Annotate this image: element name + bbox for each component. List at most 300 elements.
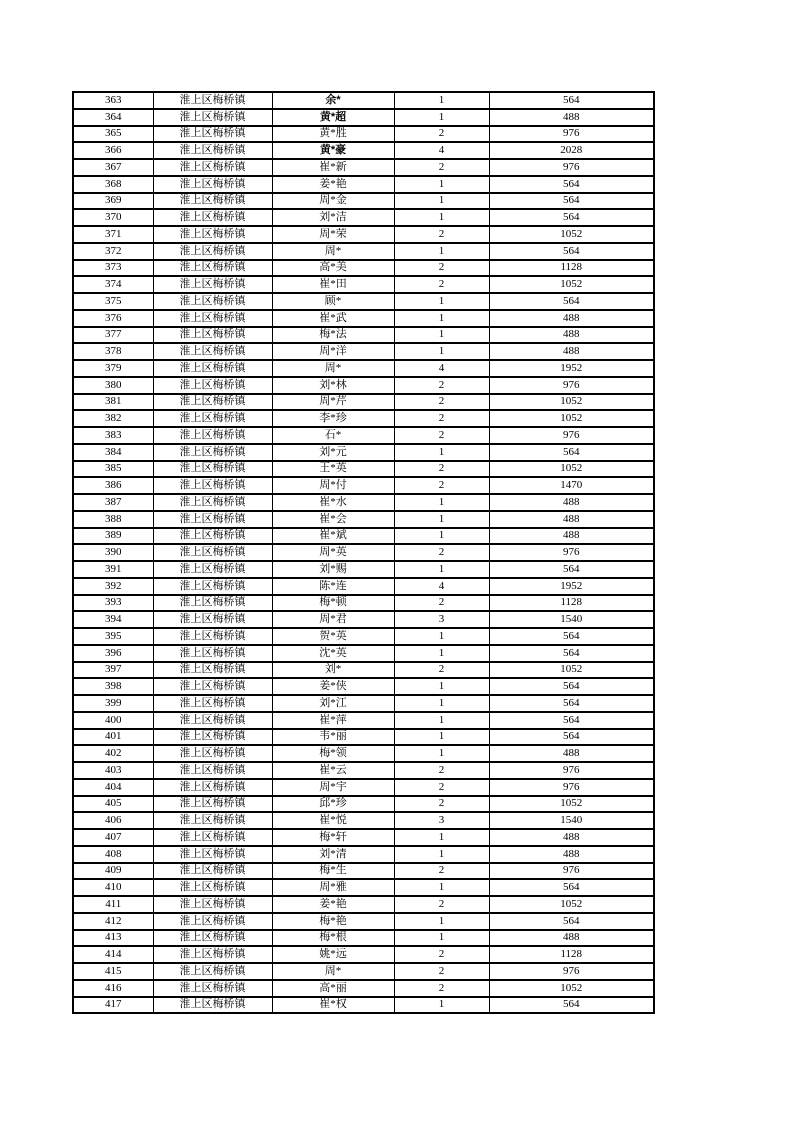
serial-number-cell: 369: [73, 193, 153, 210]
count-cell: 2: [394, 980, 489, 997]
table-row: [73, 377, 654, 394]
table-row: [73, 444, 654, 461]
table-row: [73, 511, 654, 528]
amount-cell: 2028: [489, 142, 654, 159]
person-name-cell: 黄*超: [272, 109, 394, 126]
town-cell: 淮上区梅桥镇: [153, 377, 272, 394]
person-name-cell: 邱*珍: [272, 796, 394, 813]
person-name-cell: 梅*生: [272, 863, 394, 880]
count-cell: 1: [394, 879, 489, 896]
amount-cell: 976: [489, 779, 654, 796]
count-cell: 2: [394, 394, 489, 411]
town-cell: 淮上区梅桥镇: [153, 176, 272, 193]
amount-cell: 488: [489, 846, 654, 863]
amount-cell: 488: [489, 528, 654, 545]
amount-cell: 1052: [489, 410, 654, 427]
person-name-cell: 周*付: [272, 477, 394, 494]
person-name-cell: 余*: [272, 92, 394, 109]
person-name-cell: 周*洋: [272, 343, 394, 360]
count-cell: 1: [394, 846, 489, 863]
count-cell: 1: [394, 193, 489, 210]
table-row: [73, 561, 654, 578]
town-cell: 淮上区梅桥镇: [153, 662, 272, 679]
count-cell: 2: [394, 159, 489, 176]
amount-cell: 976: [489, 963, 654, 980]
town-cell: 淮上区梅桥镇: [153, 209, 272, 226]
table-row: [73, 477, 654, 494]
amount-cell: 564: [489, 92, 654, 109]
town-cell: 淮上区梅桥镇: [153, 963, 272, 980]
amount-cell: 488: [489, 343, 654, 360]
amount-cell: 564: [489, 561, 654, 578]
serial-number-cell: 376: [73, 310, 153, 327]
amount-cell: 976: [489, 427, 654, 444]
count-cell: 1: [394, 444, 489, 461]
serial-number-cell: 387: [73, 494, 153, 511]
person-name-cell: 李*珍: [272, 410, 394, 427]
count-cell: 2: [394, 260, 489, 277]
town-cell: 淮上区梅桥镇: [153, 327, 272, 344]
table-row: [73, 695, 654, 712]
count-cell: 1: [394, 678, 489, 695]
town-cell: 淮上区梅桥镇: [153, 980, 272, 997]
amount-cell: 1128: [489, 946, 654, 963]
amount-cell: 976: [489, 863, 654, 880]
serial-number-cell: 400: [73, 712, 153, 729]
serial-number-cell: 381: [73, 394, 153, 411]
count-cell: 2: [394, 762, 489, 779]
serial-number-cell: 407: [73, 829, 153, 846]
table-row: [73, 729, 654, 746]
amount-cell: 1052: [489, 796, 654, 813]
amount-cell: 564: [489, 879, 654, 896]
town-cell: 淮上区梅桥镇: [153, 427, 272, 444]
count-cell: 2: [394, 863, 489, 880]
table-row: [73, 796, 654, 813]
count-cell: 1: [394, 310, 489, 327]
table-row: [73, 611, 654, 628]
person-name-cell: 周*君: [272, 611, 394, 628]
serial-number-cell: 386: [73, 477, 153, 494]
town-cell: 淮上区梅桥镇: [153, 193, 272, 210]
town-cell: 淮上区梅桥镇: [153, 461, 272, 478]
serial-number-cell: 371: [73, 226, 153, 243]
person-name-cell: 崔*田: [272, 276, 394, 293]
serial-number-cell: 399: [73, 695, 153, 712]
serial-number-cell: 402: [73, 745, 153, 762]
count-cell: 4: [394, 142, 489, 159]
town-cell: 淮上区梅桥镇: [153, 796, 272, 813]
person-name-cell: 刘*清: [272, 846, 394, 863]
town-cell: 淮上区梅桥镇: [153, 159, 272, 176]
amount-cell: 488: [489, 930, 654, 947]
person-name-cell: 沈*英: [272, 645, 394, 662]
amount-cell: 976: [489, 544, 654, 561]
table-row: [73, 595, 654, 612]
table-row: [73, 930, 654, 947]
amount-cell: 976: [489, 762, 654, 779]
table-row: [73, 176, 654, 193]
town-cell: 淮上区梅桥镇: [153, 494, 272, 511]
amount-cell: 564: [489, 678, 654, 695]
town-cell: 淮上区梅桥镇: [153, 678, 272, 695]
table-row: [73, 628, 654, 645]
town-cell: 淮上区梅桥镇: [153, 695, 272, 712]
amount-cell: 976: [489, 377, 654, 394]
amount-cell: 488: [489, 109, 654, 126]
amount-cell: 488: [489, 494, 654, 511]
table-row: [73, 343, 654, 360]
serial-number-cell: 398: [73, 678, 153, 695]
serial-number-cell: 373: [73, 260, 153, 277]
serial-number-cell: 378: [73, 343, 153, 360]
serial-number-cell: 384: [73, 444, 153, 461]
person-name-cell: 周*荣: [272, 226, 394, 243]
amount-cell: 488: [489, 310, 654, 327]
count-cell: 1: [394, 645, 489, 662]
town-cell: 淮上区梅桥镇: [153, 863, 272, 880]
town-cell: 淮上区梅桥镇: [153, 829, 272, 846]
table-row: [73, 260, 654, 277]
person-name-cell: 崔*水: [272, 494, 394, 511]
count-cell: 2: [394, 126, 489, 143]
town-cell: 淮上区梅桥镇: [153, 997, 272, 1014]
serial-number-cell: 416: [73, 980, 153, 997]
person-name-cell: 崔*斌: [272, 528, 394, 545]
person-name-cell: 周*金: [272, 193, 394, 210]
count-cell: 1: [394, 343, 489, 360]
person-name-cell: 王*英: [272, 461, 394, 478]
serial-number-cell: 385: [73, 461, 153, 478]
count-cell: 2: [394, 276, 489, 293]
town-cell: 淮上区梅桥镇: [153, 896, 272, 913]
count-cell: 1: [394, 327, 489, 344]
count-cell: 3: [394, 611, 489, 628]
town-cell: 淮上区梅桥镇: [153, 712, 272, 729]
person-name-cell: 刘*赐: [272, 561, 394, 578]
table-row: [73, 863, 654, 880]
amount-cell: 488: [489, 745, 654, 762]
table-row: [73, 126, 654, 143]
person-name-cell: 周*雅: [272, 879, 394, 896]
count-cell: 1: [394, 930, 489, 947]
table-row: [73, 578, 654, 595]
person-name-cell: 贺*英: [272, 628, 394, 645]
table-row: [73, 360, 654, 377]
person-name-cell: 崔*悦: [272, 812, 394, 829]
amount-cell: 564: [489, 444, 654, 461]
serial-number-cell: 415: [73, 963, 153, 980]
serial-number-cell: 405: [73, 796, 153, 813]
count-cell: 2: [394, 226, 489, 243]
town-cell: 淮上区梅桥镇: [153, 109, 272, 126]
person-name-cell: 周*英: [272, 544, 394, 561]
person-name-cell: 崔*云: [272, 762, 394, 779]
subsidy-table-body: [73, 92, 654, 1013]
serial-number-cell: 413: [73, 930, 153, 947]
person-name-cell: 崔*会: [272, 511, 394, 528]
person-name-cell: 高*美: [272, 260, 394, 277]
count-cell: 4: [394, 360, 489, 377]
town-cell: 淮上区梅桥镇: [153, 126, 272, 143]
count-cell: 1: [394, 628, 489, 645]
count-cell: 1: [394, 243, 489, 260]
count-cell: 1: [394, 528, 489, 545]
amount-cell: 1952: [489, 360, 654, 377]
person-name-cell: 刘*江: [272, 695, 394, 712]
serial-number-cell: 393: [73, 595, 153, 612]
serial-number-cell: 390: [73, 544, 153, 561]
serial-number-cell: 401: [73, 729, 153, 746]
serial-number-cell: 383: [73, 427, 153, 444]
person-name-cell: 黄*胜: [272, 126, 394, 143]
table-row: [73, 159, 654, 176]
count-cell: 2: [394, 427, 489, 444]
count-cell: 2: [394, 946, 489, 963]
amount-cell: 1052: [489, 980, 654, 997]
serial-number-cell: 375: [73, 293, 153, 310]
town-cell: 淮上区梅桥镇: [153, 595, 272, 612]
person-name-cell: 梅*轩: [272, 829, 394, 846]
amount-cell: 1052: [489, 896, 654, 913]
serial-number-cell: 397: [73, 662, 153, 679]
serial-number-cell: 394: [73, 611, 153, 628]
serial-number-cell: 367: [73, 159, 153, 176]
town-cell: 淮上区梅桥镇: [153, 142, 272, 159]
table-row: [73, 276, 654, 293]
amount-cell: 1540: [489, 611, 654, 628]
town-cell: 淮上区梅桥镇: [153, 578, 272, 595]
person-name-cell: 姜*侠: [272, 678, 394, 695]
serial-number-cell: 414: [73, 946, 153, 963]
count-cell: 1: [394, 176, 489, 193]
town-cell: 淮上区梅桥镇: [153, 762, 272, 779]
serial-number-cell: 374: [73, 276, 153, 293]
serial-number-cell: 409: [73, 863, 153, 880]
serial-number-cell: 404: [73, 779, 153, 796]
town-cell: 淮上区梅桥镇: [153, 276, 272, 293]
amount-cell: 1470: [489, 477, 654, 494]
town-cell: 淮上区梅桥镇: [153, 343, 272, 360]
table-row: [73, 427, 654, 444]
table-row: [73, 963, 654, 980]
count-cell: 1: [394, 511, 489, 528]
table-row: [73, 142, 654, 159]
town-cell: 淮上区梅桥镇: [153, 930, 272, 947]
table-row: [73, 310, 654, 327]
amount-cell: 564: [489, 209, 654, 226]
person-name-cell: 崔*新: [272, 159, 394, 176]
count-cell: 1: [394, 209, 489, 226]
serial-number-cell: 410: [73, 879, 153, 896]
person-name-cell: 黄*豪: [272, 142, 394, 159]
table-row: [73, 913, 654, 930]
count-cell: 1: [394, 729, 489, 746]
serial-number-cell: 372: [73, 243, 153, 260]
person-name-cell: 刘*洁: [272, 209, 394, 226]
town-cell: 淮上区梅桥镇: [153, 226, 272, 243]
count-cell: 2: [394, 896, 489, 913]
person-name-cell: 梅*法: [272, 327, 394, 344]
count-cell: 2: [394, 377, 489, 394]
table-row: [73, 461, 654, 478]
town-cell: 淮上区梅桥镇: [153, 511, 272, 528]
count-cell: 1: [394, 494, 489, 511]
person-name-cell: 姜*艳: [272, 176, 394, 193]
count-cell: 2: [394, 595, 489, 612]
amount-cell: 564: [489, 628, 654, 645]
person-name-cell: 梅*领: [272, 745, 394, 762]
count-cell: 2: [394, 963, 489, 980]
count-cell: 1: [394, 997, 489, 1014]
count-cell: 2: [394, 544, 489, 561]
count-cell: 2: [394, 461, 489, 478]
serial-number-cell: 391: [73, 561, 153, 578]
person-name-cell: 顾*: [272, 293, 394, 310]
town-cell: 淮上区梅桥镇: [153, 628, 272, 645]
town-cell: 淮上区梅桥镇: [153, 293, 272, 310]
count-cell: 1: [394, 829, 489, 846]
table-row: [73, 209, 654, 226]
count-cell: 1: [394, 712, 489, 729]
serial-number-cell: 406: [73, 812, 153, 829]
serial-number-cell: 382: [73, 410, 153, 427]
table-row: [73, 394, 654, 411]
amount-cell: 1052: [489, 394, 654, 411]
table-row: [73, 997, 654, 1014]
table-row: [73, 293, 654, 310]
person-name-cell: 姚*远: [272, 946, 394, 963]
table-row: [73, 226, 654, 243]
amount-cell: 488: [489, 327, 654, 344]
table-row: [73, 410, 654, 427]
amount-cell: 1052: [489, 226, 654, 243]
town-cell: 淮上区梅桥镇: [153, 92, 272, 109]
town-cell: 淮上区梅桥镇: [153, 477, 272, 494]
amount-cell: 488: [489, 829, 654, 846]
person-name-cell: 周*宇: [272, 779, 394, 796]
amount-cell: 564: [489, 913, 654, 930]
table-row: [73, 762, 654, 779]
person-name-cell: 陈*连: [272, 578, 394, 595]
person-name-cell: 梅*根: [272, 930, 394, 947]
table-row: [73, 846, 654, 863]
serial-number-cell: 368: [73, 176, 153, 193]
town-cell: 淮上区梅桥镇: [153, 946, 272, 963]
person-name-cell: 梅*顿: [272, 595, 394, 612]
count-cell: 1: [394, 913, 489, 930]
town-cell: 淮上区梅桥镇: [153, 645, 272, 662]
serial-number-cell: 380: [73, 377, 153, 394]
serial-number-cell: 408: [73, 846, 153, 863]
count-cell: 1: [394, 293, 489, 310]
amount-cell: 564: [489, 997, 654, 1014]
table-row: [73, 712, 654, 729]
serial-number-cell: 396: [73, 645, 153, 662]
person-name-cell: 崔*萍: [272, 712, 394, 729]
table-row: [73, 494, 654, 511]
serial-number-cell: 389: [73, 528, 153, 545]
table-row: [73, 678, 654, 695]
count-cell: 2: [394, 779, 489, 796]
person-name-cell: 刘*林: [272, 377, 394, 394]
serial-number-cell: 412: [73, 913, 153, 930]
table-row: [73, 645, 654, 662]
town-cell: 淮上区梅桥镇: [153, 913, 272, 930]
town-cell: 淮上区梅桥镇: [153, 561, 272, 578]
person-name-cell: 崔*武: [272, 310, 394, 327]
person-name-cell: 石*: [272, 427, 394, 444]
table-row: [73, 193, 654, 210]
table-row: [73, 662, 654, 679]
count-cell: 1: [394, 561, 489, 578]
amount-cell: 1052: [489, 461, 654, 478]
count-cell: 1: [394, 745, 489, 762]
count-cell: 1: [394, 109, 489, 126]
person-name-cell: 周*: [272, 243, 394, 260]
amount-cell: 564: [489, 193, 654, 210]
amount-cell: 564: [489, 243, 654, 260]
table-row: [73, 745, 654, 762]
count-cell: 2: [394, 662, 489, 679]
count-cell: 3: [394, 812, 489, 829]
serial-number-cell: 388: [73, 511, 153, 528]
town-cell: 淮上区梅桥镇: [153, 846, 272, 863]
count-cell: 2: [394, 477, 489, 494]
serial-number-cell: 417: [73, 997, 153, 1014]
amount-cell: 1052: [489, 276, 654, 293]
amount-cell: 564: [489, 695, 654, 712]
amount-cell: 564: [489, 712, 654, 729]
person-name-cell: 姜*艳: [272, 896, 394, 913]
person-name-cell: 崔*权: [272, 997, 394, 1014]
amount-cell: 488: [489, 511, 654, 528]
amount-cell: 564: [489, 645, 654, 662]
amount-cell: 976: [489, 126, 654, 143]
table-row: [73, 946, 654, 963]
person-name-cell: 周*: [272, 963, 394, 980]
count-cell: 2: [394, 410, 489, 427]
amount-cell: 1052: [489, 662, 654, 679]
town-cell: 淮上区梅桥镇: [153, 729, 272, 746]
person-name-cell: 周*芹: [272, 394, 394, 411]
table-row: [73, 980, 654, 997]
amount-cell: 976: [489, 159, 654, 176]
serial-number-cell: 364: [73, 109, 153, 126]
town-cell: 淮上区梅桥镇: [153, 243, 272, 260]
town-cell: 淮上区梅桥镇: [153, 879, 272, 896]
serial-number-cell: 395: [73, 628, 153, 645]
table-row: [73, 243, 654, 260]
person-name-cell: 刘*元: [272, 444, 394, 461]
table-row: [73, 92, 654, 109]
amount-cell: 564: [489, 729, 654, 746]
town-cell: 淮上区梅桥镇: [153, 444, 272, 461]
serial-number-cell: 377: [73, 327, 153, 344]
table-row: [73, 896, 654, 913]
town-cell: 淮上区梅桥镇: [153, 360, 272, 377]
town-cell: 淮上区梅桥镇: [153, 410, 272, 427]
table-row: [73, 528, 654, 545]
serial-number-cell: 366: [73, 142, 153, 159]
count-cell: 1: [394, 92, 489, 109]
amount-cell: 1128: [489, 260, 654, 277]
count-cell: 1: [394, 695, 489, 712]
amount-cell: 564: [489, 176, 654, 193]
person-name-cell: 高*丽: [272, 980, 394, 997]
table-row: [73, 779, 654, 796]
town-cell: 淮上区梅桥镇: [153, 260, 272, 277]
